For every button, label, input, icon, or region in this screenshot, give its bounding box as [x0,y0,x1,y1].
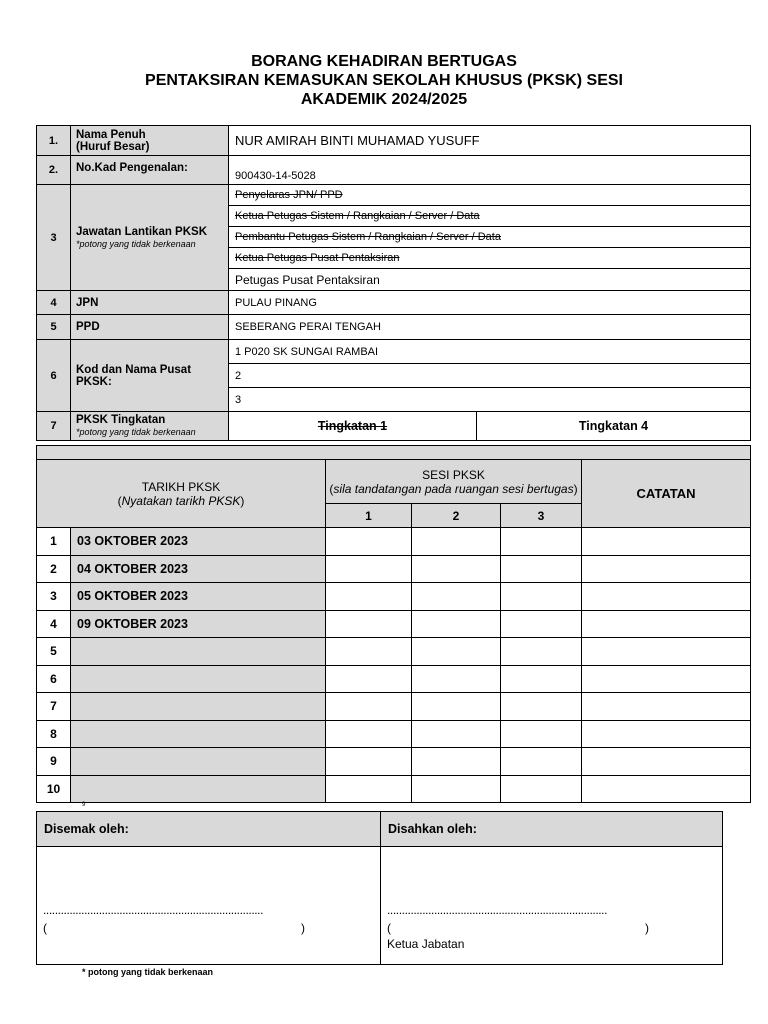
notes-cell[interactable] [582,638,751,666]
notes-cell[interactable] [582,665,751,693]
date-cell[interactable] [71,665,326,693]
top-band [37,446,751,460]
paren-close: ) [240,493,245,508]
session-2-signature[interactable] [412,748,501,776]
row-number: 3 [37,185,71,291]
session-1-signature[interactable] [326,638,412,666]
info-row-ppd [37,315,751,340]
label-ppd: PPD [71,315,229,340]
session-2-signature[interactable] [412,555,501,583]
row-number: 5 [37,315,71,340]
session-3-signature[interactable] [501,720,582,748]
paren-close: ) [301,921,305,935]
label-jpn: JPN [71,291,229,315]
form-option-4[interactable]: Tingkatan 4 [477,412,751,441]
notes-cell[interactable] [582,748,751,776]
signature-line: ........................................................................... [387,903,608,917]
session-1-header: 1 [326,504,412,528]
session-3-signature[interactable] [501,775,582,803]
date-header-note: Nyatakan tarikh PKSK [121,493,241,508]
label-text: Jawatan Lantikan PKSK [76,225,208,238]
row-number: 9 [37,748,71,776]
session-1-signature[interactable] [326,610,412,638]
reviewer-name-parentheses[interactable] [43,921,305,935]
attendance-header-row [37,460,751,504]
position-option-3[interactable]: Pembantu Petugas Sistem / Rangkaian / Server / Data [229,227,751,248]
session-2-signature[interactable] [412,610,501,638]
attendance-row [37,555,751,583]
centre-field-2[interactable]: 2 [229,364,751,388]
session-3-signature[interactable] [501,555,582,583]
form-title [0,52,768,109]
title-line-1: BORANG KEHADIRAN BERTUGAS [251,53,517,70]
row-number: 5 [37,638,71,666]
signature-table [36,811,723,965]
notes-cell[interactable] [582,775,751,803]
session-2-signature[interactable] [412,720,501,748]
notes-cell[interactable] [582,528,751,556]
row-number: 2 [37,555,71,583]
label-subtext: (Huruf Besar) [76,140,150,153]
centre-field-3[interactable]: 3 [229,388,751,412]
label-text: PKSK Tingkatan [76,414,166,426]
attendance-row [37,720,751,748]
label-note: *potong yang tidak berkenaan [76,427,196,437]
info-row-ic [37,156,751,185]
attendance-top-band [37,446,751,460]
session-2-signature[interactable] [412,583,501,611]
attendance-table [36,445,751,803]
info-row-jpn [37,291,751,315]
date-cell[interactable] [71,775,326,803]
paren-open: ( [387,921,391,935]
position-option-5[interactable]: Petugas Pusat Pentaksiran [229,269,751,291]
title-line-3: AKADEMIK 2024/2025 [300,91,468,108]
centre-field-1[interactable]: 1 P020 SK SUNGAI RAMBAI [229,340,751,364]
jpn-field[interactable]: PULAU PINANG [229,291,751,315]
full-name-field[interactable]: NUR AMIRAH BINTI MUHAMAD YUSUFF [229,126,751,156]
session-header-text: SESI PKSK [422,467,485,482]
notes-header: CATATAN [582,460,751,528]
session-1-signature[interactable] [326,555,412,583]
notes-cell[interactable] [582,720,751,748]
label-full-name [71,126,229,156]
attendance-row [37,528,751,556]
reviewer-signature-box[interactable] [37,847,381,965]
row-number: 6 [37,340,71,412]
date-cell[interactable]: 09 OKTOBER 2023 [71,610,326,638]
approver-role: Ketua Jabatan [387,937,465,951]
session-3-signature[interactable] [501,638,582,666]
label-ic-number: No.Kad Pengenalan: [71,156,229,185]
date-header-text: TARIKH PKSK [141,479,221,494]
row-number: 2. [37,156,71,185]
reviewed-by-header: Disemak oleh: [37,812,381,847]
session-1-signature[interactable] [326,775,412,803]
session-3-signature[interactable] [501,748,582,776]
session-1-signature[interactable] [326,748,412,776]
session-2-header: 2 [412,504,501,528]
session-1-signature[interactable] [326,583,412,611]
label-text: Kod dan Nama Pusat [76,363,192,376]
notes-cell[interactable] [582,610,751,638]
info-row-position [37,185,751,206]
row-number: 10 [37,775,71,803]
session-2-signature[interactable] [412,775,501,803]
attendance-row [37,748,751,776]
label-text: Nama Penuh [76,128,146,141]
row-number: 7 [37,412,71,441]
paren-open: ( [329,481,334,496]
session-1-signature[interactable] [326,720,412,748]
session-2-signature[interactable] [412,528,501,556]
position-option-1[interactable]: Penyelaras JPN/ PPD [229,185,751,206]
attendance-row [37,638,751,666]
session-header [326,460,582,504]
paren-close: ) [645,921,649,935]
signature-line: ........................................................................... [43,903,264,917]
ic-number-field[interactable]: 900430-14-5028 [229,156,751,185]
session-2-signature[interactable] [412,638,501,666]
session-1-signature[interactable] [326,665,412,693]
row-number: 1. [37,126,71,156]
attendance-rows [37,528,751,803]
session-3-signature[interactable] [501,610,582,638]
attendance-row [37,583,751,611]
info-row-centre [37,340,751,364]
notes-cell[interactable] [582,555,751,583]
notes-cell[interactable] [582,583,751,611]
row-number: 1 [37,528,71,556]
title-line-2: PENTAKSIRAN KEMASUKAN SEKOLAH KHUSUS (PKSK) SESI [145,72,623,89]
row-number: 6 [37,665,71,693]
attendance-row [37,775,751,803]
label-note: *potong yang tidak berkenaan [76,238,196,249]
approver-name-parentheses[interactable] [387,921,649,935]
position-option-2[interactable]: Ketua Petugas Sistem / Rangkaian / Server / Data [229,206,751,227]
date-cell[interactable] [71,693,326,721]
session-3-signature[interactable] [501,693,582,721]
session-3-header: 3 [501,504,582,528]
session-3-signature[interactable] [501,665,582,693]
label-form-level [71,412,229,441]
row-number: 4 [37,610,71,638]
session-3-signature[interactable] [501,528,582,556]
date-cell[interactable]: 04 OKTOBER 2023 [71,555,326,583]
date-cell[interactable]: 05 OKTOBER 2023 [71,583,326,611]
date-cell[interactable] [71,748,326,776]
row-number: 3 [37,583,71,611]
info-row-name [37,126,751,156]
session-1-signature[interactable] [326,528,412,556]
label-position [71,185,229,291]
stray-mark: 9 [82,802,86,808]
label-centre [71,340,229,412]
row-number: 7 [37,693,71,721]
info-row-form [37,412,751,441]
ppd-field[interactable]: SEBERANG PERAI TENGAH [229,315,751,340]
attendance-row [37,665,751,693]
attendance-row [37,610,751,638]
footnote: * potong yang tidak berkenaan [82,967,214,977]
paren-close: ) [573,481,578,496]
row-number: 4 [37,291,71,315]
row-number: 8 [37,720,71,748]
paren-open: ( [43,921,47,935]
date-header [37,460,326,528]
paren-open: ( [117,493,122,508]
form-option-1[interactable]: Tingkatan 1 [229,412,477,441]
date-cell[interactable]: 03 OKTOBER 2023 [71,528,326,556]
session-3-signature[interactable] [501,583,582,611]
session-header-note: sila tandatangan pada ruangan sesi bertugas [333,481,574,496]
date-cell[interactable] [71,638,326,666]
session-2-signature[interactable] [412,665,501,693]
session-2-signature[interactable] [412,693,501,721]
date-cell[interactable] [71,720,326,748]
approved-by-header: Disahkan oleh: [381,812,723,847]
label-subtext: PKSK: [76,375,112,388]
personal-info-table [36,125,751,441]
position-option-4[interactable]: Ketua Petugas Pusat Pentaksiran [229,248,751,269]
session-1-signature[interactable] [326,693,412,721]
notes-cell[interactable] [582,693,751,721]
approver-signature-box[interactable] [381,847,723,965]
attendance-row [37,693,751,721]
